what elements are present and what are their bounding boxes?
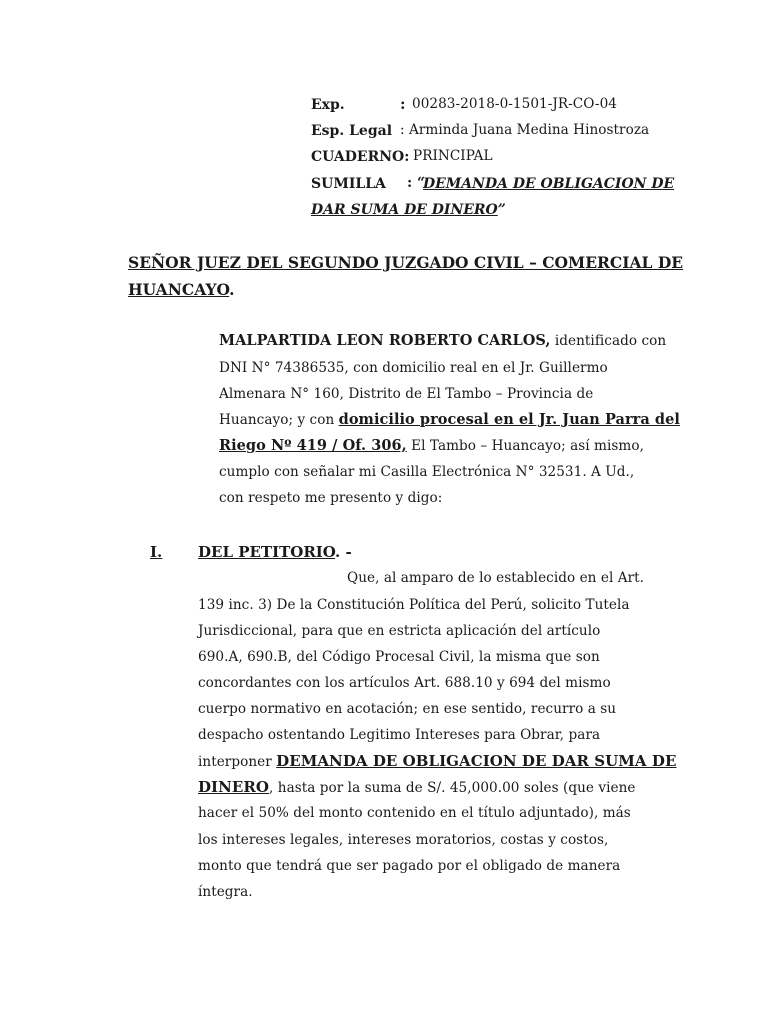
petitorio-line10: hacer el 50% del monto contenido en el título adjuntado), más [198, 805, 631, 821]
esp-legal-label: Esp. Legal [311, 123, 393, 139]
addressee-line2: HUANCAYO [128, 280, 230, 299]
cuaderno-label: CUADERNO: [311, 149, 410, 165]
intro-line3: Almenara N° 160, Distrito de El Tambo – Provincia de [219, 386, 594, 402]
esp-legal-value: : Arminda Juana Medina Hinostroza [400, 122, 650, 138]
intro-line2: DNI N° 74386535, con domicilio real en el Jr. Guillermo [219, 360, 608, 376]
sumilla-title-line2-wrap [311, 200, 506, 220]
petitorio-line2: 139 inc. 3) De la Constitución Política del Perú, solicito Tutela [198, 597, 630, 613]
procedural-address-part2: Riego Nº 419 / Of. 306, [219, 437, 407, 454]
exp-separator: : [400, 95, 406, 113]
petitorio-line8-start: interponer [198, 754, 277, 770]
sumilla-separator: : “ [407, 175, 426, 191]
plaintiff-name: MALPARTIDA LEON ROBERTO CARLOS, [219, 332, 551, 349]
section-title-end: . - [335, 543, 352, 561]
petitorio-line7: despacho ostentando Legitimo Intereses para Obrar, para [198, 727, 601, 743]
petitorio-line5: concordantes con los artículos Art. 688.10 y 694 del mismo [198, 675, 611, 691]
intro-line4 [219, 410, 680, 430]
demand-title-part2: DINERO [198, 778, 270, 796]
section-title: DEL PETITORIO [198, 543, 335, 561]
exp-label: Exp. [311, 97, 345, 113]
intro-line1-rest: identificado con [550, 333, 667, 349]
addressee-period: . [229, 280, 235, 299]
intro-line5 [219, 436, 644, 456]
sumilla-label: SUMILLA [311, 176, 386, 192]
exp-number: 00283-2018-0-1501-JR-CO-04 [412, 96, 617, 112]
sumilla-title-line1: DEMANDA DE OBLIGACION DE [423, 176, 675, 192]
section-title-wrap [198, 542, 352, 563]
petitorio-line4: 690.A, 690.B, del Código Procesal Civil, la misma que son [198, 649, 600, 665]
intro-line6: cumplo con señalar mi Casilla Electrónica N° 32531. A Ud., [219, 464, 635, 480]
petitorio-line9-rest: , hasta por la suma de S/. 45,000.00 soles (que viene [269, 780, 636, 796]
procedural-address-part1: domicilio procesal en el Jr. Juan Parra del [338, 411, 680, 428]
demand-title-part1: DEMANDA DE OBLIGACION DE DAR SUMA DE [276, 752, 677, 770]
cuaderno-value: PRINCIPAL [413, 148, 493, 164]
intro-line1 [219, 331, 666, 351]
petitorio-line11: los intereses legales, intereses moratorios, costas y costos, [198, 832, 609, 848]
petitorio-line3: Jurisdiccional, para que en estricta aplicación del artículo [198, 623, 601, 639]
addressee-line2-wrap [128, 280, 235, 301]
petitorio-line12: monto que tendrá que ser pagado por el obligado de manera [198, 858, 621, 874]
sumilla-title-line2: DAR SUMA DE DINERO [311, 202, 498, 218]
petitorio-line8 [198, 751, 676, 772]
intro-line4-start: Huancayo; y con [219, 412, 339, 428]
sumilla-close-quote: ” [497, 202, 506, 218]
petitorio-line6: cuerpo normativo en acotación; en ese sentido, recurro a su [198, 701, 617, 717]
intro-line5-rest: El Tambo – Huancayo; así mismo, [406, 438, 644, 454]
intro-line7: con respeto me presento y digo: [219, 490, 443, 506]
petitorio-line13: íntegra. [198, 884, 253, 900]
section-number: I. [150, 543, 163, 561]
addressee-line1: SEÑOR JUEZ DEL SEGUNDO JUZGADO CIVIL – COMERCIAL DE [128, 253, 684, 272]
petitorio-line9 [198, 777, 636, 798]
petitorio-line1: Que, al amparo de lo establecido en el Art. [347, 570, 645, 586]
